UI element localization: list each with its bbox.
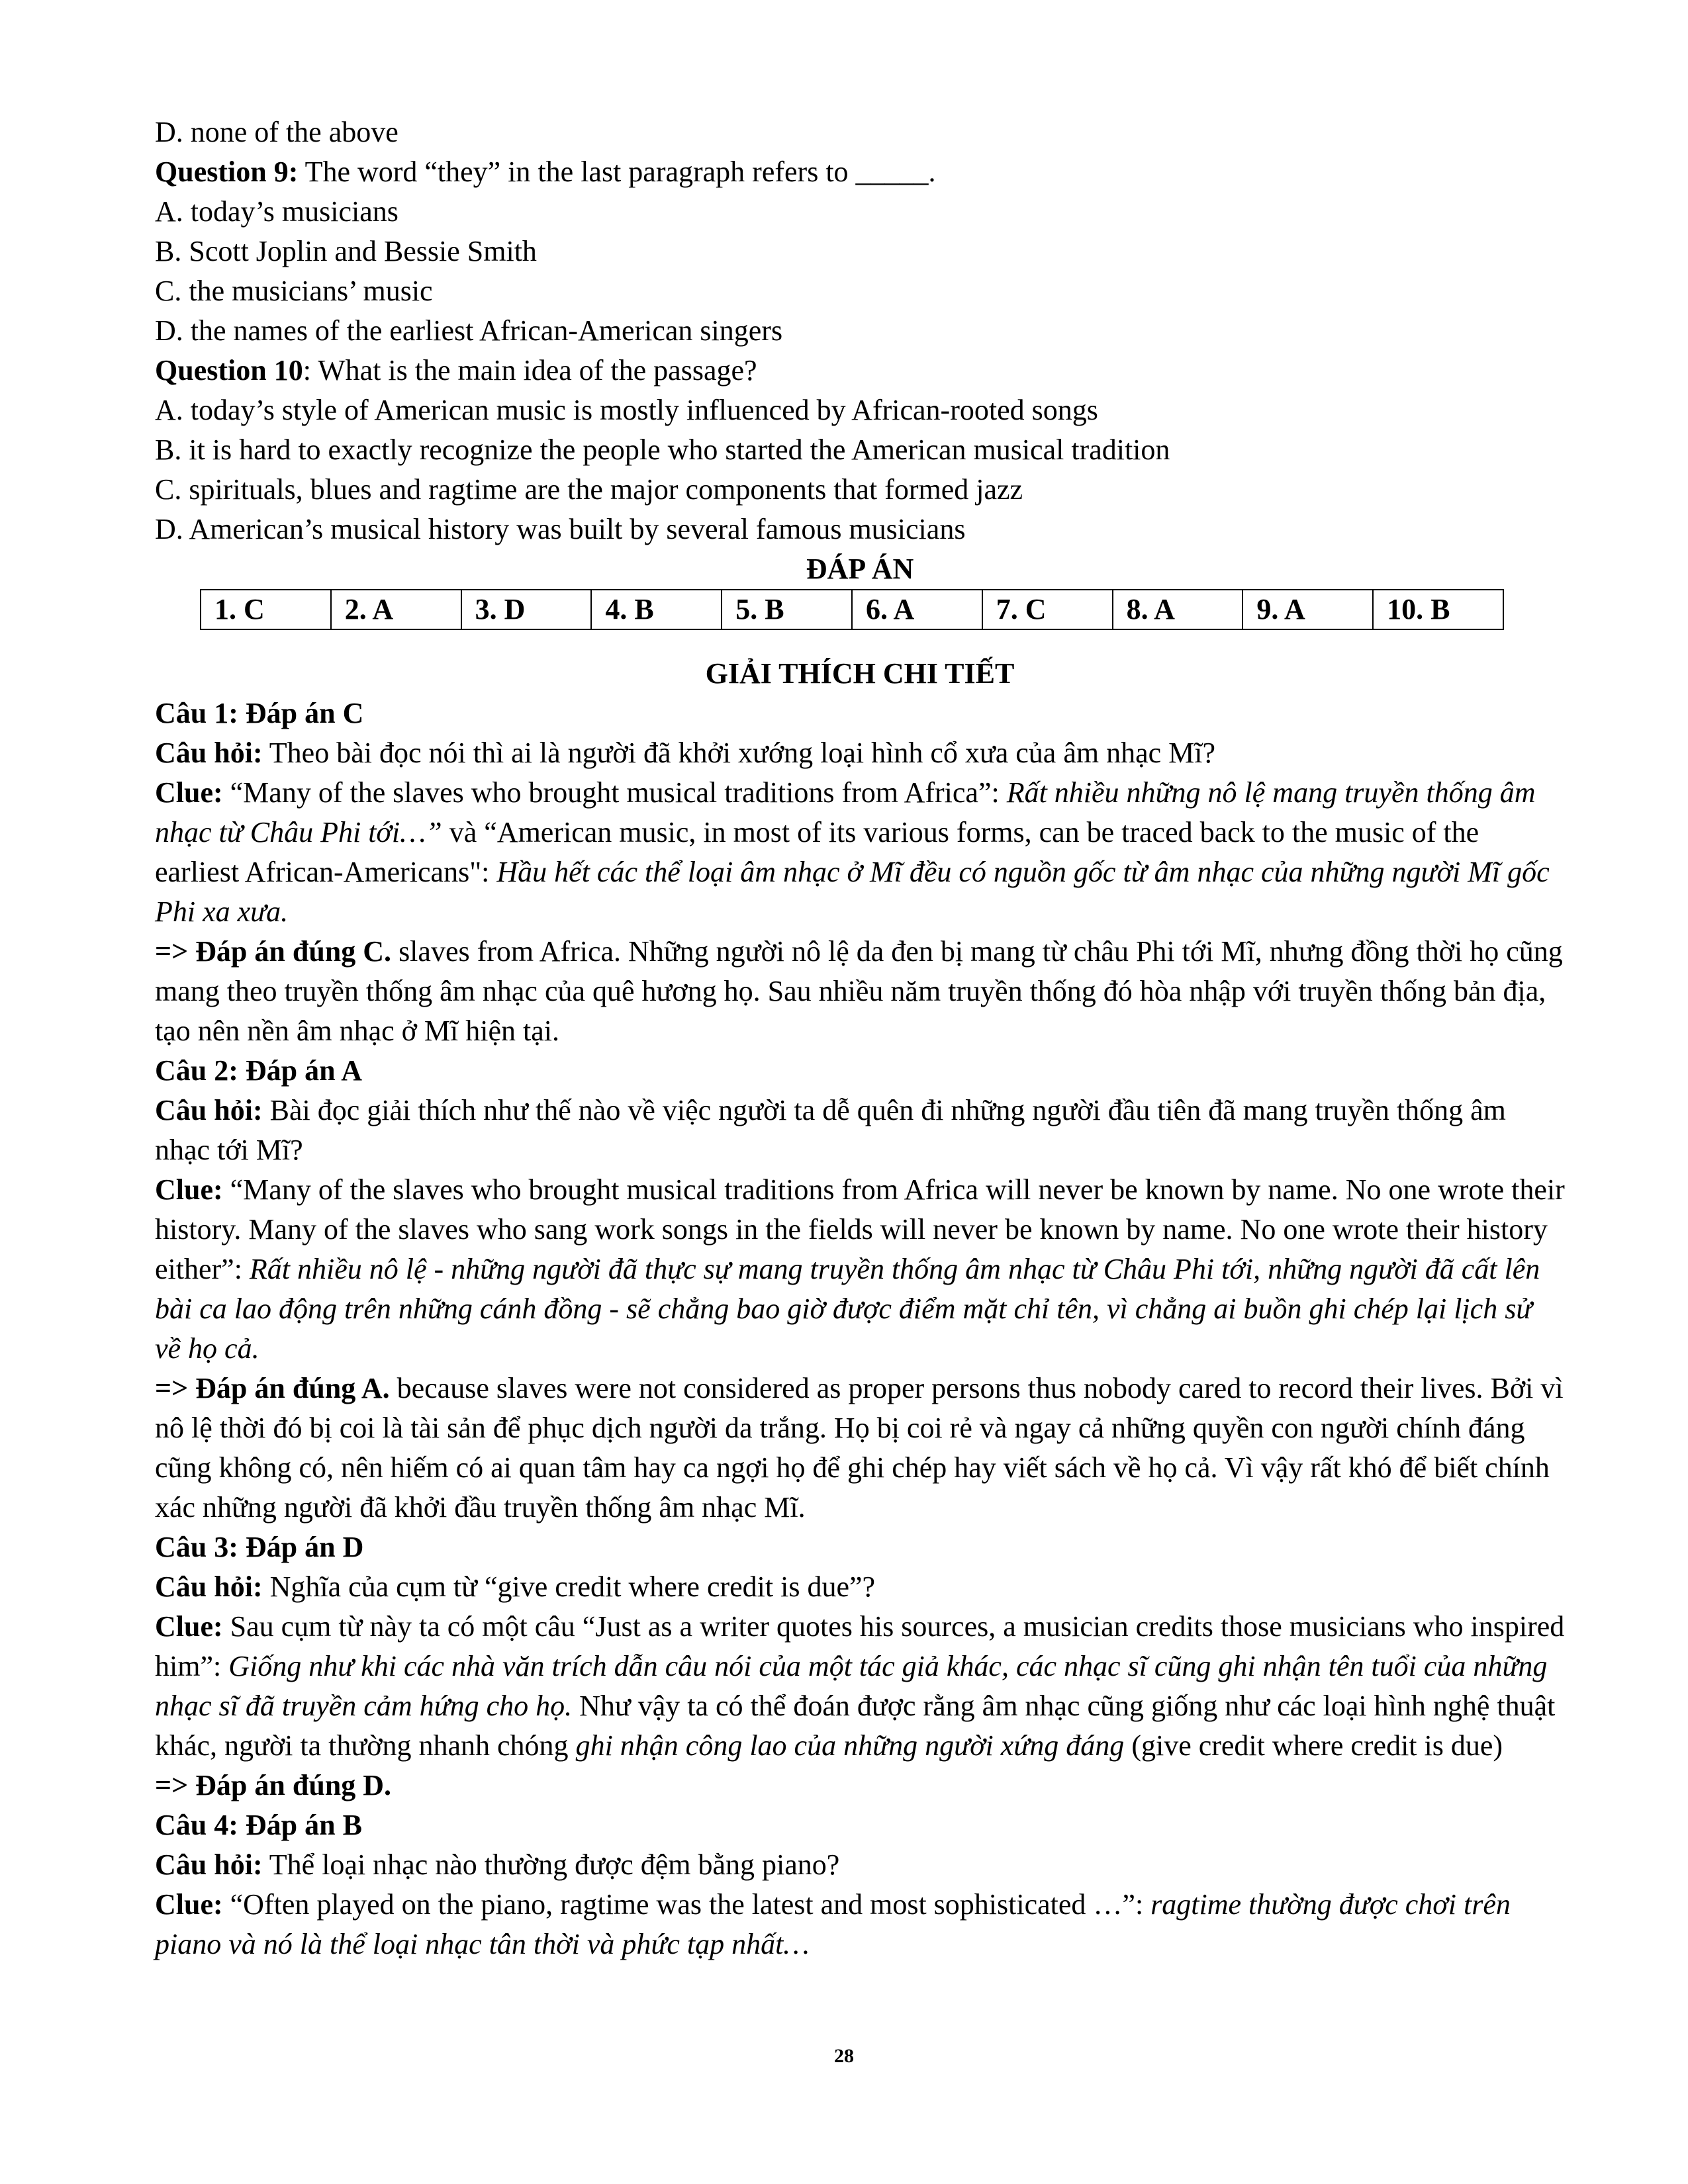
answer-cell: 7. C — [982, 590, 1113, 629]
explanation-2-question: Bài đọc giải thích như thế nào về việc người ta dễ quên đi những người đầu tiên đã mang truyền thống âm nhạc tới Mĩ? — [155, 1094, 1506, 1166]
answer-cell: 8. A — [1113, 590, 1243, 629]
q10-option-c: C. spirituals, blues and ragtime are the major components that formed jazz — [155, 473, 1023, 506]
explanation-3-clue-en: Sau cụm từ này ta có một câu “Just as a writer quotes his sources, a musician credits those musicians who inspired him”: — [155, 1610, 1565, 1682]
q8-option-d: D. none of the above — [155, 116, 399, 148]
clue-label: Clue: — [155, 1888, 223, 1921]
explanation-2 — [155, 1051, 1565, 1527]
question-9-label: Question 9: — [155, 156, 299, 188]
explanation-1 — [155, 694, 1565, 1051]
explanation-3-clue-vi: Giống như khi các nhà văn trích dẫn câu nói của một tác giả khác, các nhạc sĩ cũng ghi nhận tên tuổi của những nhạc sĩ đã truyền cảm hứng cho họ. — [155, 1650, 1548, 1722]
answer-key-title: ĐÁP ÁN — [806, 553, 914, 585]
q9-option-c: C. the musicians’ music — [155, 275, 433, 307]
explanation-2-answer-text: because slaves were not considered as proper persons thus nobody cared to record their lives. Bởi vì nô lệ thời đó bị coi là tài sản để phục dịch người da trắng. Họ bị coi rẻ và ngay cả những quyền con người chính đáng cũng không có, nên hiếm có ai quan tâm hay ca ngợi họ để ghi chép hay viết sách về họ cả. Vì vậy rất khó để biết chính xác những người đã khởi đầu truyền thống âm nhạc Mĩ. — [155, 1372, 1564, 1524]
clue-label: Clue: — [155, 776, 223, 809]
question-9 — [155, 152, 1565, 192]
explanation-1-clue-en-2: và “American music, in most of its various forms, can be traced back to the music of the earliest African-Americans": — [155, 816, 1479, 888]
clue-label: Clue: — [155, 1610, 223, 1643]
q10-option-a: A. today’s style of American music is mostly influenced by African-rooted songs — [155, 394, 1098, 426]
explanation-4-clue-en: “Often played on the piano, ragtime was the latest and most sophisticated …”: — [222, 1888, 1151, 1921]
question-10-text: : What is the main idea of the passage? — [303, 354, 757, 387]
explanation-4-clue-vi: ragtime thường được chơi trên piano và nó là thể loại nhạc tân thời và phức tạp nhất… — [155, 1888, 1511, 1960]
q9-option-d: D. the names of the earliest African-American singers — [155, 314, 783, 347]
document-page — [155, 113, 1565, 1964]
question-label: Câu hỏi: — [155, 737, 263, 769]
clue-label: Clue: — [155, 1173, 223, 1206]
explanation-1-question: Theo bài đọc nói thì ai là người đã khởi xướng loại hình cổ xưa của âm nhạc Mĩ? — [262, 737, 1216, 769]
answer-key-table — [200, 589, 1504, 630]
question-9-text: The word “they” in the last paragraph refers to _____. — [298, 156, 936, 188]
explanation-3-heading: Câu 3: Đáp án D — [155, 1531, 364, 1563]
explanation-3-clue-end: (give credit where credit is due) — [1124, 1729, 1503, 1762]
q10-option-b: B. it is hard to exactly recognize the people who started the American musical tradition — [155, 433, 1170, 466]
explanation-3-answer-label: => Đáp án đúng D. — [155, 1769, 392, 1801]
question-label: Câu hỏi: — [155, 1094, 263, 1126]
q9-option-b: B. Scott Joplin and Bessie Smith — [155, 235, 537, 267]
explanation-4 — [155, 1805, 1565, 1964]
explanation-3-clue-rest-vi: ghi nhận công lao của những người xứng đáng — [575, 1729, 1125, 1762]
answer-cell: 3. D — [461, 590, 592, 629]
explanation-1-answer-text: slaves from Africa. Những người nô lệ da đen bị mang từ châu Phi tới Mĩ, nhưng đồng thời họ cũng mang theo truyền thống âm nhạc của quê hương họ. Sau nhiều năm truyền thống đó hòa nhập với truyền thống bản địa, tạo nên nền âm nhạc ở Mĩ hiện tại. — [155, 935, 1563, 1047]
answer-cell: 5. B — [722, 590, 852, 629]
answer-cell: 10. B — [1373, 590, 1503, 629]
q9-option-a: A. today’s musicians — [155, 195, 399, 228]
explanation-1-clue-vi-1: Rất nhiều những nô lệ mang truyền thống âm nhạc từ Châu Phi tới…” — [155, 776, 1536, 848]
explanation-4-question: Thể loại nhạc nào thường được đệm bằng piano? — [262, 1848, 840, 1881]
answer-cell: 9. A — [1243, 590, 1373, 629]
q10-option-d: D. American’s musical history was built by several famous musicians — [155, 513, 966, 545]
explanation-1-clue-en-1: “Many of the slaves who brought musical traditions from Africa”: — [222, 776, 1007, 809]
answer-cell: 2. A — [331, 590, 461, 629]
explanation-3-question: Nghĩa của cụm từ “give credit where credit is due”? — [262, 1570, 876, 1603]
explanation-1-clue-vi-2: Hầu hết các thể loại âm nhạc ở Mĩ đều có nguồn gốc từ âm nhạc của những người Mĩ gốc Phi xa xưa. — [155, 856, 1550, 928]
answer-cell: 1. C — [201, 590, 331, 629]
answer-cell: 4. B — [591, 590, 722, 629]
question-label: Câu hỏi: — [155, 1570, 263, 1603]
question-10-label: Question 10 — [155, 354, 303, 387]
explanation-2-clue-en: “Many of the slaves who brought musical traditions from Africa will never be known by name. No one wrote their history. Many of the slaves who sang work songs in the fields will never be known by name. No one wrote their history either”: — [155, 1173, 1565, 1285]
question-label: Câu hỏi: — [155, 1848, 263, 1881]
explanation-2-clue-vi: Rất nhiều nô lệ - những người đã thực sự mang truyền thống âm nhạc từ Châu Phi tới, những người đã cất lên bài ca lao động trên những cánh đồng - sẽ chẳng bao giờ được điểm mặt chỉ tên, vì chẳng ai buồn ghi chép lại lịch sử về họ cả. — [155, 1253, 1540, 1365]
explanation-4-heading: Câu 4: Đáp án B — [155, 1809, 362, 1841]
explanations-title: GIẢI THÍCH CHI TIẾT — [705, 657, 1015, 690]
explanation-3 — [155, 1527, 1565, 1805]
explanation-2-answer-label: => Đáp án đúng A. — [155, 1372, 390, 1404]
explanation-1-heading: Câu 1: Đáp án C — [155, 697, 364, 729]
explanation-2-heading: Câu 2: Đáp án A — [155, 1054, 362, 1087]
question-10 — [155, 351, 1565, 390]
explanation-3-clue-rest: Như vậy ta có thể đoán được rằng âm nhạc cũng giống như các loại hình nghệ thuật khác, người ta thường nhanh chóng — [155, 1690, 1556, 1762]
answer-cell: 6. A — [852, 590, 982, 629]
answer-key-row — [201, 590, 1503, 629]
explanation-1-answer-label: => Đáp án đúng C. — [155, 935, 392, 968]
page-number: 28 — [834, 2045, 854, 2067]
